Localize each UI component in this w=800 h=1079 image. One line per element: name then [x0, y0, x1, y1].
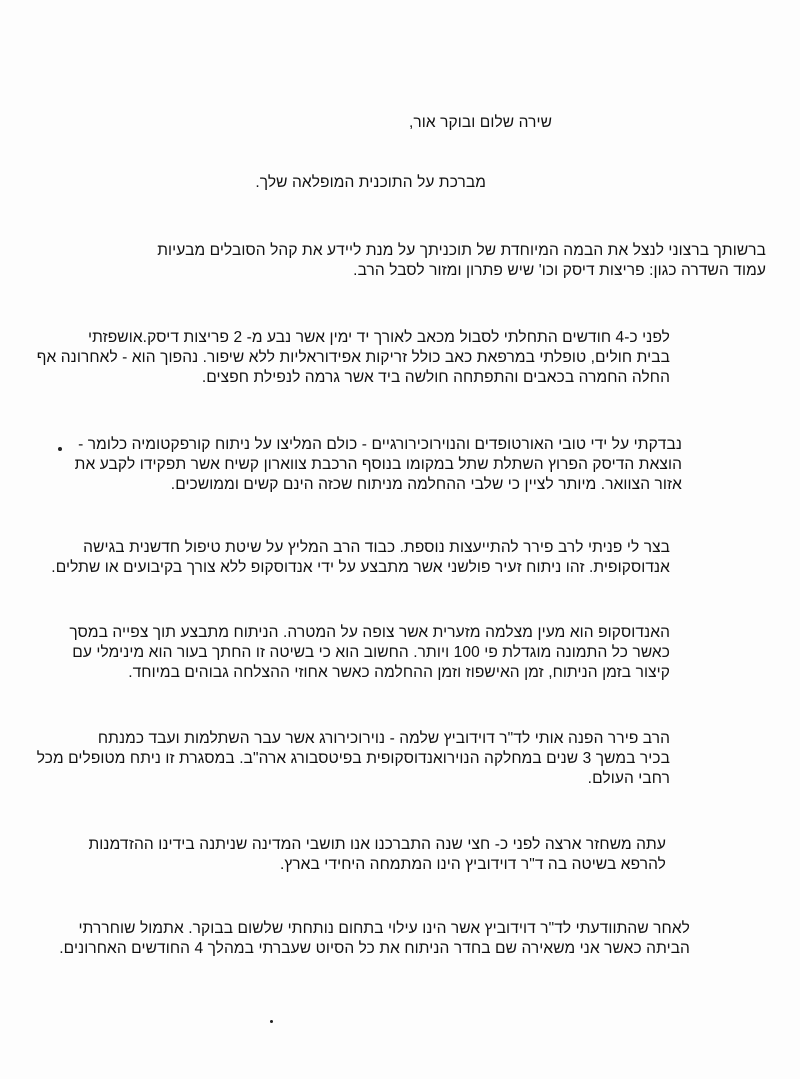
scan-speck — [270, 1020, 273, 1023]
paragraph-8-line-2: הביתה כאשר אני משאירה שם בחדר הניתוח את כל הסיוט שעברתי במהלך 4 החודשים האחרונים. — [59, 940, 690, 957]
paragraph-3-line-3: אזור הצוואר. מיותר לציין כי שלבי ההחלמה מניתוח שכזה הינם קשים וממושכים. — [170, 476, 682, 493]
paragraph-1-line-2: עמוד השדרה כגון: פריצות דיסק וכו' שיש פתרון ומזור לסבל הרב. — [353, 262, 766, 279]
paragraph-2-line-1: לפני כ-4 חודשים התחלתי לסבול מכאב לאורך יד ימין אשר נבע מ- 2 פריצות דיסק.אושפזתי — [88, 329, 670, 346]
scan-speck — [58, 447, 62, 451]
paragraph-5-line-2: כאשר כל התמונה מוגדלת פי 100 ויותר. החשוב הוא כי בשיטה זו החתך בעור הוא מינימלי עם — [72, 644, 670, 661]
paragraph-6-line-1: הרב פירר הפנה אותי לד"ר דוידוביץ שלמה - נוירוכירורג אשר עבר השתלמות ועבד כמנתח — [97, 730, 670, 747]
paragraph-5-line-1: האנדוסקופ הוא מעין מצלמה מזערית אשר צופה על המטרה. הניתוח מתבצע תוך צפייה במסך — [69, 624, 670, 641]
paragraph-4-line-2: אנדוסקופית. זהו ניתוח זעיר פולשני אשר מתבצע על ידי אנדוסקופ ללא צורך בקיבועים או שתלים. — [51, 559, 670, 576]
paragraph-8-line-1: לאחר שהתוודעתי לד"ר דוידוביץ אשר הינו עילוי בתחום נותחתי שלשום בבוקר. אתמול שוחררתי — [78, 920, 690, 937]
paragraph-4-line-1: בצר לי פניתי לרב פירר להתייעצות נוספת. כבוד הרב המליץ על שיטת טיפול חדשנית בגישה — [83, 539, 670, 556]
paragraph-2-line-2: בבית חולים, טופלתי במרפאת כאב כולל זריקות אפידוראליות ללא שיפור. נהפוך הוא - לאחרונה אף — [36, 349, 670, 366]
paragraph-7-line-2: להרפא בשיטה בה ד"ר דוידוביץ הינו המתמחה היחידי בארץ. — [279, 856, 666, 873]
letter-congrats: מברכת על התוכנית המופלאה שלך. — [255, 174, 486, 191]
paragraph-1-line-1: ברשותך ברצוני לנצל את הבמה המיוחדת של תוכניתך על מנת ליידע את קהל הסובלים מבעיות — [157, 242, 766, 259]
paragraph-5-line-3: קיצור בזמן הניתוח, זמן האישפוז וזמן ההחלמה כאשר אחוזי ההצלחה גבוהים במיוחד. — [128, 664, 670, 681]
paragraph-7-line-1: עתה משחזר ארצה לפני כ- חצי שנה התברכנו אנו תושבי המדינה שניתנה בידינו ההזדמנות — [88, 836, 666, 853]
paragraph-3-line-1: נבדקתי על ידי טובי האורטופדים והנוירוכירורגיים - כולם המליצו על ניתוח קורפקטומיה כלומר - — [78, 436, 682, 453]
paragraph-6-line-2: בכיר במשך 3 שנים במחלקה הנוירואנדוסקופית בפיטסבורג ארה"ב. במסגרת זו ניתח מטופלים מכל — [36, 750, 670, 767]
paragraph-3-line-2: הוצאת הדיסק הפרוץ השתלת שתל במקומו בנוסף הרכבת צווארון קשיח אשר תפקידו לקבע את — [74, 456, 682, 473]
letter-greeting: שירה שלום ובוקר אור, — [408, 114, 552, 131]
paragraph-2-line-3: החלה החמרה בכאבים והתפתחה חולשה ביד אשר גרמה לנפילת חפצים. — [201, 369, 670, 386]
paragraph-6-line-3: רחבי העולם. — [587, 770, 670, 787]
